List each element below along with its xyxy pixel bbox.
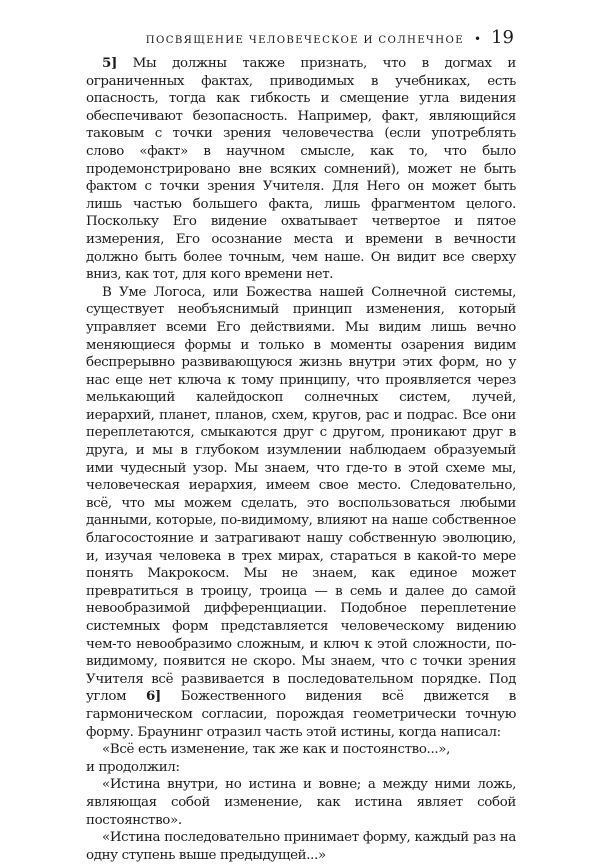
quote-1: «Всё есть изменение, так же как и постоянство...»,: [102, 742, 451, 758]
page-number: 19: [491, 27, 514, 48]
paragraph-2-text-end: Божественного видения всё движется в гармоническом согласии, порождая геометрически точную форму. Браунинг отразил часть этой истины, когда написал:: [86, 689, 517, 740]
quote-2: «Истина внутри, но истина и вовне; а между ними ложь, являющая собой изменение, как истина являет собой постоянство».: [86, 777, 516, 828]
continuation-line: и продолжил:: [86, 759, 180, 775]
paragraph-1-text: Мы должны также признать, что в догмах и ограниченных фактах, приводимых в учебниках, есть опасность, тогда как гибкость и смещение угла видения обеспечивают безопасность. Например, факт, являющийся таковым с точки зрения человечества (если употреблять слово «факт» в научном смысле, как то, что было продемонстрировано вне всяких сомнений), может не быть фактом с точки зрения Учителя. Для Него он может быть лишь частью большего факта, лишь фрагментом целого. Поскольку Его видение охватывает четвертое и пятое измерения, Его осознание места и времени в вечности должно быть более точным, чем наше. Он видит все сверху вниз, как тот, для кого времени нет.: [86, 56, 516, 283]
running-head-title: ПОСВЯЩЕНИЕ ЧЕЛОВЕЧЕСКОЕ И СОЛНЕЧНОЕ: [145, 35, 465, 46]
reference-marker: 6]: [145, 688, 161, 705]
running-head-bullet: •: [474, 32, 482, 46]
paragraph-2-text-start: В Уме Логоса, или Божества нашей Солнечной системы, существует необъяснимый принцип изменения, который управляет всеми Его действиями. Мы видим лишь вечно меняющиеся формы и только в моменты озарения видим беспрерывно развивающуюся жизнь внутри этих форм, но у нас еще нет ключа к тому принципу, что проявляется через мелькающий калейдоскоп солнечных систем, лучей, иерархий, планет, планов, схем, кругов, рас и подрас. Все они переплетаются, смыкаются друг с другом, проникают друг в друга, и мы в глубоком изумлении наблюдаем образуемый ими чудесный узор. Мы знаем, что где-то в этой схеме мы, человеческая иерархия, имеем свое место. Следовательно, всё, что мы можем сделать, это воспользоваться любыми данными, которые, по-видимому, влияют на наше собственное благосостояние и затрагивают нашу собственную эволюцию, и, изучая человека в трех мирах, стараться в какой-то мере понять Макрокосм. Мы не знаем, как единое может превратиться в троицу, троица — в семь и далее до самой невообразимой дифференциации. Подобное переплетение системных форм представляется человеческому видению чем-то невообразимо сложным, и ключ к этой сложности, по-видимому, появится не скоро. Мы знаем, что с точки зрения Учителя всё развивается в последовательном порядке. Под углом: [86, 284, 516, 705]
body-text: [86, 55, 516, 864]
paragraph-2: [86, 284, 516, 741]
reference-marker: 5]: [102, 55, 117, 71]
paragraph-1: [86, 55, 516, 284]
running-head: [116, 27, 514, 49]
quote-3: «Истина последовательно принимает форму, каждый раз на одну ступень выше предыдущей...»: [86, 830, 516, 863]
